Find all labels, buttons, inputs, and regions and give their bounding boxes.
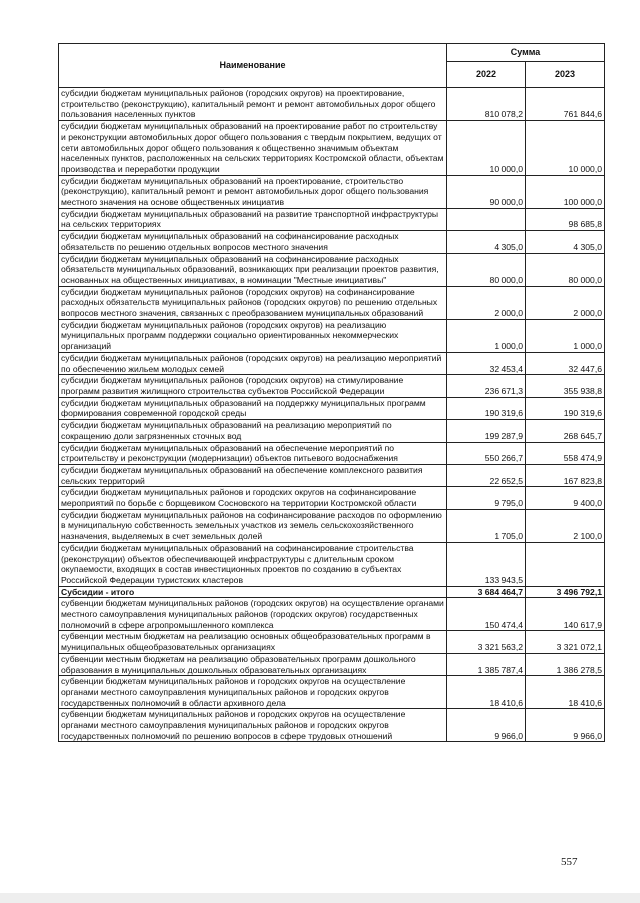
row-value-2022: 1 705,0 <box>447 509 526 542</box>
table-row <box>59 175 605 208</box>
row-name: субсидии бюджетам муниципальных образований на поддержку муниципальных программ формирования современной городской среды <box>59 397 447 419</box>
row-value-2023: 4 305,0 <box>526 231 605 253</box>
table-row <box>59 542 605 586</box>
table-row <box>59 375 605 397</box>
table-row <box>59 88 605 121</box>
column-header-sum: Сумма <box>447 44 605 62</box>
row-value-2022: 10 000,0 <box>447 121 526 176</box>
table-row <box>59 420 605 442</box>
row-value-2022: 9 795,0 <box>447 487 526 509</box>
row-value-2022: 1 000,0 <box>447 319 526 352</box>
row-name: субсидии бюджетам муниципальных образований на софинансирование расходных обязательств муниципальных образований, возникающих при реализации проектов развития, основанных на общественных инициативах, в номинации "Местные инициативы" <box>59 253 447 286</box>
row-value-2023: 32 447,6 <box>526 352 605 374</box>
row-value-2023: 2 100,0 <box>526 509 605 542</box>
row-value-2023: 9 400,0 <box>526 487 605 509</box>
row-name: субсидии бюджетам муниципальных районов и городских округов на софинансирование мероприятий по борьбе с борщевиком Сосновского на территории Костромской области <box>59 487 447 509</box>
row-value-2022: 190 319,6 <box>447 397 526 419</box>
row-value-2023: 3 321 072,1 <box>526 631 605 653</box>
row-name: субсидии бюджетам муниципальных районов на софинансирование расходов по оформлению в муниципальную собственность земельных участков из земель сельскохозяйственного назначения, выделяемых в счет земельных долей <box>59 509 447 542</box>
table-row <box>59 253 605 286</box>
row-name: субсидии бюджетам муниципальных образований на развитие транспортной инфраструктуры на сельских территориях <box>59 208 447 230</box>
row-value-2023: 3 496 792,1 <box>526 586 605 598</box>
row-value-2022: 9 966,0 <box>447 709 526 742</box>
table-row <box>59 709 605 742</box>
row-value-2022: 3 321 563,2 <box>447 631 526 653</box>
table-row <box>59 208 605 230</box>
row-name: субсидии бюджетам муниципальных образований на обеспечение комплексного развития сельских территорий <box>59 464 447 486</box>
row-name: субвенции местным бюджетам на реализацию основных общеобразовательных программ в муниципальных общеобразовательных организациях <box>59 631 447 653</box>
row-name: субсидии бюджетам муниципальных районов (городских округов) на проектирование, строительство (реконструкцию), капитальный ремонт и ремонт автомобильных дорог общего пользования населенных пунктов <box>59 88 447 121</box>
row-value-2022: 810 078,2 <box>447 88 526 121</box>
row-name: субсидии бюджетам муниципальных районов (городских округов) на стимулирование программ развития жилищного строительства субъектов Российской Федерации <box>59 375 447 397</box>
row-value-2022: 90 000,0 <box>447 175 526 208</box>
table-row <box>59 653 605 675</box>
row-name: субсидии бюджетам муниципальных образований на реализацию мероприятий по сокращению доли загрязненных сточных вод <box>59 420 447 442</box>
row-value-2022: 4 305,0 <box>447 231 526 253</box>
row-name: субвенции бюджетам муниципальных районов и городских округов на осуществление органами местного самоуправления муниципальных районов и городских округов государственных полномочий по решению вопросов в сфере трудовых отношений <box>59 709 447 742</box>
table-row <box>59 286 605 319</box>
column-header-year-2022: 2022 <box>447 62 526 88</box>
row-name: субсидии бюджетам муниципальных районов (городских округов) на софинансирование расходных обязательств муниципальных районов (городских округов) по решению отдельных вопросов местного значения, связанных с преобразованием муниципальных образований <box>59 286 447 319</box>
table-row <box>59 442 605 464</box>
table-body <box>59 88 605 742</box>
row-name: субсидии бюджетам муниципальных образований на проектирование, строительство (реконструкцию), капитальный ремонт и ремонт автомобильных дорог общего пользования местного значения на основе общественных инициатив <box>59 175 447 208</box>
column-header-year-2023: 2023 <box>526 62 605 88</box>
row-value-2022: 80 000,0 <box>447 253 526 286</box>
row-value-2022: 22 652,5 <box>447 464 526 486</box>
row-value-2023: 2 000,0 <box>526 286 605 319</box>
table-row <box>59 397 605 419</box>
budget-table <box>58 43 605 742</box>
row-name: субсидии бюджетам муниципальных районов (городских округов) на реализацию муниципальных программ поддержки социально ориентированных некоммерческих организаций <box>59 319 447 352</box>
column-header-name: Наименование <box>59 44 447 88</box>
row-value-2023: 355 938,8 <box>526 375 605 397</box>
row-name: субвенции бюджетам муниципальных районов и городских округов на осуществление органами местного самоуправления муниципальных районов и городских округов государственных полномочий в области архивного дела <box>59 676 447 709</box>
row-value-2023: 140 617,9 <box>526 598 605 631</box>
row-name: субсидии бюджетам муниципальных образований на софинансирование расходных обязательств по решению отдельных вопросов местного значения <box>59 231 447 253</box>
table-row <box>59 352 605 374</box>
row-value-2022: 32 453,4 <box>447 352 526 374</box>
row-name: субсидии бюджетам муниципальных образований на софинансирование строительства (реконструкции) объектов обеспечивающей инфраструктуры с длительным сроком окупаемости, входящих в состав инвестиционных проектов по созданию в субъектах Российской Федерации туристских кластеров <box>59 542 447 586</box>
row-value-2022: 199 287,9 <box>447 420 526 442</box>
row-name: субвенции бюджетам муниципальных районов (городских округов) на осуществление органами местного самоуправления муниципальных районов (городских округов) государственных полномочий в сфере агропромышленного комплекса <box>59 598 447 631</box>
row-value-2023: 268 645,7 <box>526 420 605 442</box>
row-value-2023: 761 844,6 <box>526 88 605 121</box>
row-value-2023: 9 966,0 <box>526 709 605 742</box>
row-value-2022: 133 943,5 <box>447 542 526 586</box>
row-value-2023: 80 000,0 <box>526 253 605 286</box>
row-value-2023: 1 386 278,5 <box>526 653 605 675</box>
row-name: субсидии бюджетам муниципальных районов (городских округов) на реализацию мероприятий по обеспечению жильем молодых семей <box>59 352 447 374</box>
row-name: субвенции местным бюджетам на реализацию образовательных программ дошкольного образования в муниципальных дошкольных образовательных организациях <box>59 653 447 675</box>
page-number: 557 <box>561 856 578 868</box>
table-row <box>59 121 605 176</box>
total-row <box>59 586 605 598</box>
row-value-2022: 3 684 464,7 <box>447 586 526 598</box>
row-value-2022: 1 385 787,4 <box>447 653 526 675</box>
row-name: Субсидии - итого <box>59 586 447 598</box>
row-value-2023: 100 000,0 <box>526 175 605 208</box>
row-value-2023: 190 319,6 <box>526 397 605 419</box>
row-value-2023: 1 000,0 <box>526 319 605 352</box>
table-row <box>59 319 605 352</box>
row-value-2022: 18 410,6 <box>447 676 526 709</box>
row-value-2023 <box>526 542 605 586</box>
row-name: субсидии бюджетам муниципальных образований на обеспечение мероприятий по строительству и реконструкции (модернизации) объектов питьевого водоснабжения <box>59 442 447 464</box>
row-value-2022 <box>447 208 526 230</box>
row-value-2023: 98 685,8 <box>526 208 605 230</box>
row-value-2023: 18 410,6 <box>526 676 605 709</box>
row-value-2023: 558 474,9 <box>526 442 605 464</box>
row-name: субсидии бюджетам муниципальных образований на проектирование работ по строительству и реконструкции автомобильных дорог общего пользования с твердым покрытием, ведущих от сети автомобильных дорог общего пользования к общественно значимым объектам населенных пунктов, расположенных на сельских территориях Костромской области, объектам производства и переработки продукции <box>59 121 447 176</box>
table-row <box>59 676 605 709</box>
row-value-2023: 167 823,8 <box>526 464 605 486</box>
table-row <box>59 487 605 509</box>
table-row <box>59 231 605 253</box>
table-row <box>59 598 605 631</box>
table-row <box>59 509 605 542</box>
row-value-2022: 150 474,4 <box>447 598 526 631</box>
scan-edge-strip <box>0 893 640 903</box>
table-row <box>59 631 605 653</box>
row-value-2022: 2 000,0 <box>447 286 526 319</box>
row-value-2022: 236 671,3 <box>447 375 526 397</box>
row-value-2023: 10 000,0 <box>526 121 605 176</box>
table-row <box>59 464 605 486</box>
row-value-2022: 550 266,7 <box>447 442 526 464</box>
